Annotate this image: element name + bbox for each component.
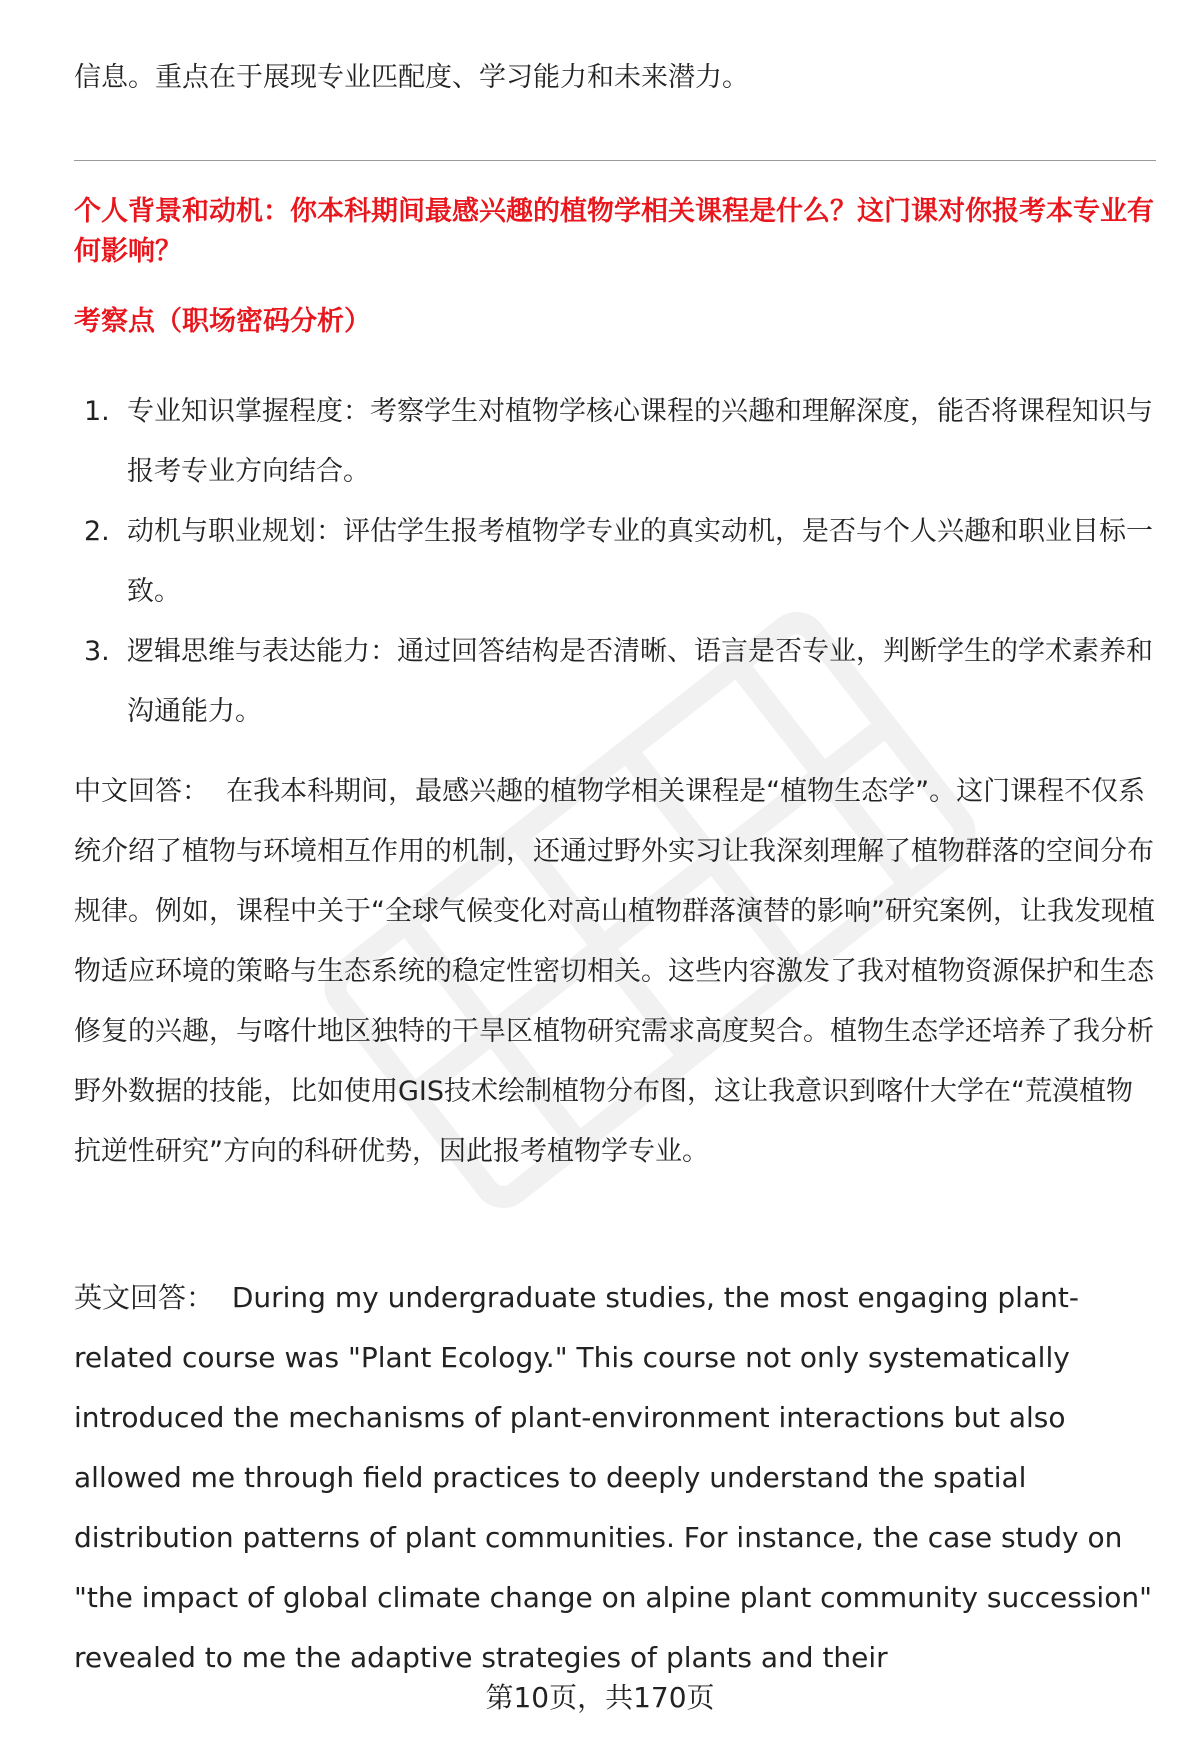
page-number-footer: 第10页，共170页 [485, 1681, 715, 1714]
chinese-answer-label: 中文回答： [74, 776, 209, 807]
chinese-answer [74, 762, 1156, 1182]
list-item-text: 专业知识掌握程度：考察学生对植物学核心课程的兴趣和理解深度，能否将课程知识与报考专业方向结合。 [127, 396, 1153, 487]
intro-paragraph-tail: 信息。重点在于展现专业匹配度、学习能力和未来潜力。 [74, 62, 749, 93]
section-divider [74, 160, 1156, 161]
assessment-points-heading: 考察点（职场密码分析） [74, 306, 371, 337]
list-item-number: 3. [84, 636, 110, 667]
list-item [74, 622, 1156, 742]
list-item-number: 1. [84, 396, 110, 427]
english-answer [74, 1268, 1156, 1688]
question-heading: 个人背景和动机：你本科期间最感兴趣的植物学相关课程是什么？这门课对你报考本专业有何影响？ [74, 196, 1154, 267]
chinese-answer-text: 在我本科期间，最感兴趣的植物学相关课程是“植物生态学”。这门课程不仅系统介绍了植物与环境相互作用的机制，还通过野外实习让我深刻理解了植物群落的空间分布规律。例如，课程中关于“全球气候变化对高山植物群落演替的影响”研究案例，让我发现植物适应环境的策略与生态系统的稳定性密切相关。这些内容激发了我对植物资源保护和生态修复的兴趣，与喀什地区独特的干旱区植物研究需求高度契合。植物生态学还培养了我分析野外数据的技能，比如使用GIS技术绘制植物分布图，这让我意识到喀什大学在“荒漠植物抗逆性研究”方向的科研优势，因此报考植物学专业。 [74, 776, 1155, 1167]
list-item-text: 动机与职业规划：评估学生报考植物学专业的真实动机，是否与个人兴趣和职业目标一致。 [127, 516, 1153, 607]
list-item [74, 382, 1156, 502]
assessment-points-list [74, 382, 1156, 742]
list-item [74, 502, 1156, 622]
english-answer-label: 英文回答： [74, 1281, 215, 1314]
list-item-number: 2. [84, 516, 110, 547]
list-item-text: 逻辑思维与表达能力：通过回答结构是否清晰、语言是否专业，判断学生的学术素养和沟通能力。 [127, 636, 1153, 727]
english-answer-text: During my undergraduate studies, the most engaging plant-related course was "Plant Ecology." This course not only systematically introduced the mechanisms of plant-environment interactions but also allowed me through field practices to deeply understand the spatial distribution patterns of plant communities. For instance, the case study on "the impact of global climate change on alpine plant community succession" revealed to me the adaptive strategies of plants and their [74, 1281, 1152, 1674]
